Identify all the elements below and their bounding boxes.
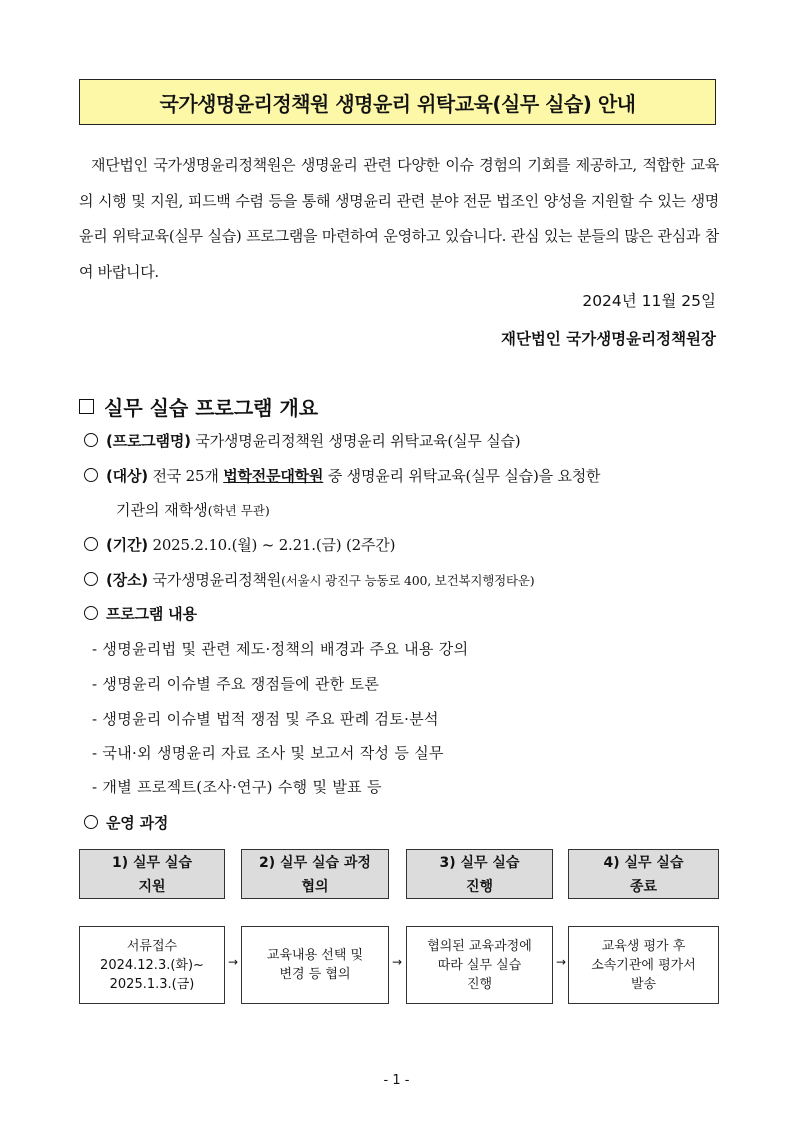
step-subtitle: 지원	[138, 879, 166, 895]
section-heading	[79, 392, 318, 421]
process-item	[84, 812, 168, 834]
step-title: 4) 실무 실습	[603, 855, 684, 871]
detail-line: 2024.12.3.(화)~	[100, 957, 204, 973]
step-title: 1) 실무 실습	[112, 855, 192, 871]
step-subtitle: 종료	[629, 879, 658, 895]
detail-line: 변경 등 협의	[279, 967, 351, 982]
step-subtitle: 협의	[301, 879, 329, 895]
arrow-right-icon: →	[556, 955, 567, 969]
process-detail-1	[79, 926, 225, 1004]
circle-bullet-icon	[84, 815, 98, 829]
arrow-right-icon: →	[228, 955, 239, 969]
step-title: 2) 실무 실습 과정	[259, 855, 371, 871]
program-value: 국가생명윤리정책원 생명윤리 위탁교육(실무 실습)	[195, 432, 521, 450]
target-post: 중 생명윤리 위탁교육(실무 실습)을 요청한	[327, 467, 601, 485]
detail-line: 교육내용 선택 및	[266, 948, 364, 963]
process-step-3	[406, 849, 553, 899]
section-heading-text: 실무 실습 프로그램 개요	[104, 396, 319, 420]
page-title: 국가생명윤리정책원 생명윤리 위탁교육(실무 실습) 안내	[79, 79, 716, 125]
process-step-4	[568, 849, 719, 899]
period-label: (기간)	[106, 536, 148, 554]
detail-line: 따라 실무 실습	[437, 957, 522, 973]
process-detail-3	[406, 926, 553, 1004]
circle-bullet-icon	[84, 606, 98, 620]
detail-line: 2025.1.3.(금)	[109, 976, 195, 992]
process-step-1	[79, 849, 225, 899]
content-line: - 생명윤리 이슈별 법적 쟁점 및 주요 판례 검토·분석	[92, 710, 439, 728]
page-number: - 1 -	[383, 1073, 410, 1088]
detail-line: 협의된 교육과정에	[427, 938, 532, 954]
announcement-date: 2024년 11월 25일	[582, 292, 716, 310]
process-detail-2	[241, 926, 389, 1004]
target-note: (학년 무관)	[207, 503, 270, 518]
program-label: (프로그램명)	[106, 432, 191, 450]
place-value: 국가생명윤리정책원	[152, 571, 282, 589]
place-note: (서울시 광진구 능동로 400, 보건복지행정타운)	[281, 573, 535, 588]
process-label: 운영 과정	[106, 814, 169, 832]
content-line: - 개별 프로젝트(조사·연구) 수행 및 발표 등	[92, 778, 382, 796]
target-item	[84, 465, 600, 487]
content-line: - 국내·외 생명윤리 자료 조사 및 보고서 작성 등 실무	[92, 744, 444, 762]
detail-line: 소속기관에 평가서	[591, 957, 696, 973]
circle-bullet-icon	[84, 537, 98, 551]
period-value: 2025.2.10.(월) ~ 2.21.(금) (2주간)	[152, 536, 396, 554]
place-item	[84, 569, 534, 592]
circle-bullet-icon	[84, 468, 98, 482]
target-continuation	[116, 499, 270, 522]
intro-paragraph: 재단법인 국가생명윤리정책원은 생명윤리 관련 다양한 이슈 경험의 기회를 제공하고, 적합한 교육의 시행 및 지원, 피드백 수렴 등을 통해 생명윤리 관련 분야 전문 법조인 양성을 지원할 수 있는 생명윤리 위탁교육(실무 실습) 프로그램을 마련하여 운영하고 있습니다. 관심 있는 분들의 많은 관심과 참여 바랍니다.	[79, 156, 719, 281]
step-title: 3) 실무 실습	[439, 855, 520, 871]
process-detail-4	[568, 926, 719, 1004]
period-item	[84, 534, 395, 556]
square-bullet-icon	[79, 399, 94, 414]
circle-bullet-icon	[84, 572, 98, 586]
issuing-organization: 재단법인 국가생명윤리정책원장	[500, 330, 716, 348]
place-label: (장소)	[106, 571, 148, 589]
detail-line: 교육생 평가 후	[601, 938, 686, 954]
process-step-2	[241, 849, 389, 899]
target-cont-text: 기관의 재학생	[116, 501, 208, 519]
detail-line: 진행	[466, 976, 493, 992]
content-item	[84, 603, 197, 625]
detail-line: 서류접수	[126, 938, 178, 954]
target-emphasis: 법학전문대학원	[223, 467, 324, 485]
step-subtitle: 진행	[465, 879, 494, 895]
content-label: 프로그램 내용	[106, 605, 197, 623]
content-line: - 생명윤리 이슈별 주요 쟁점들에 관한 토론	[92, 675, 380, 693]
target-label: (대상)	[106, 467, 148, 485]
target-pre: 전국 25개	[152, 467, 219, 485]
detail-line: 발송	[630, 976, 657, 992]
circle-bullet-icon	[84, 433, 98, 447]
arrow-right-icon: →	[392, 955, 403, 969]
content-line: - 생명윤리법 및 관련 제도·정책의 배경과 주요 내용 강의	[92, 640, 469, 658]
program-name-item	[84, 430, 520, 452]
